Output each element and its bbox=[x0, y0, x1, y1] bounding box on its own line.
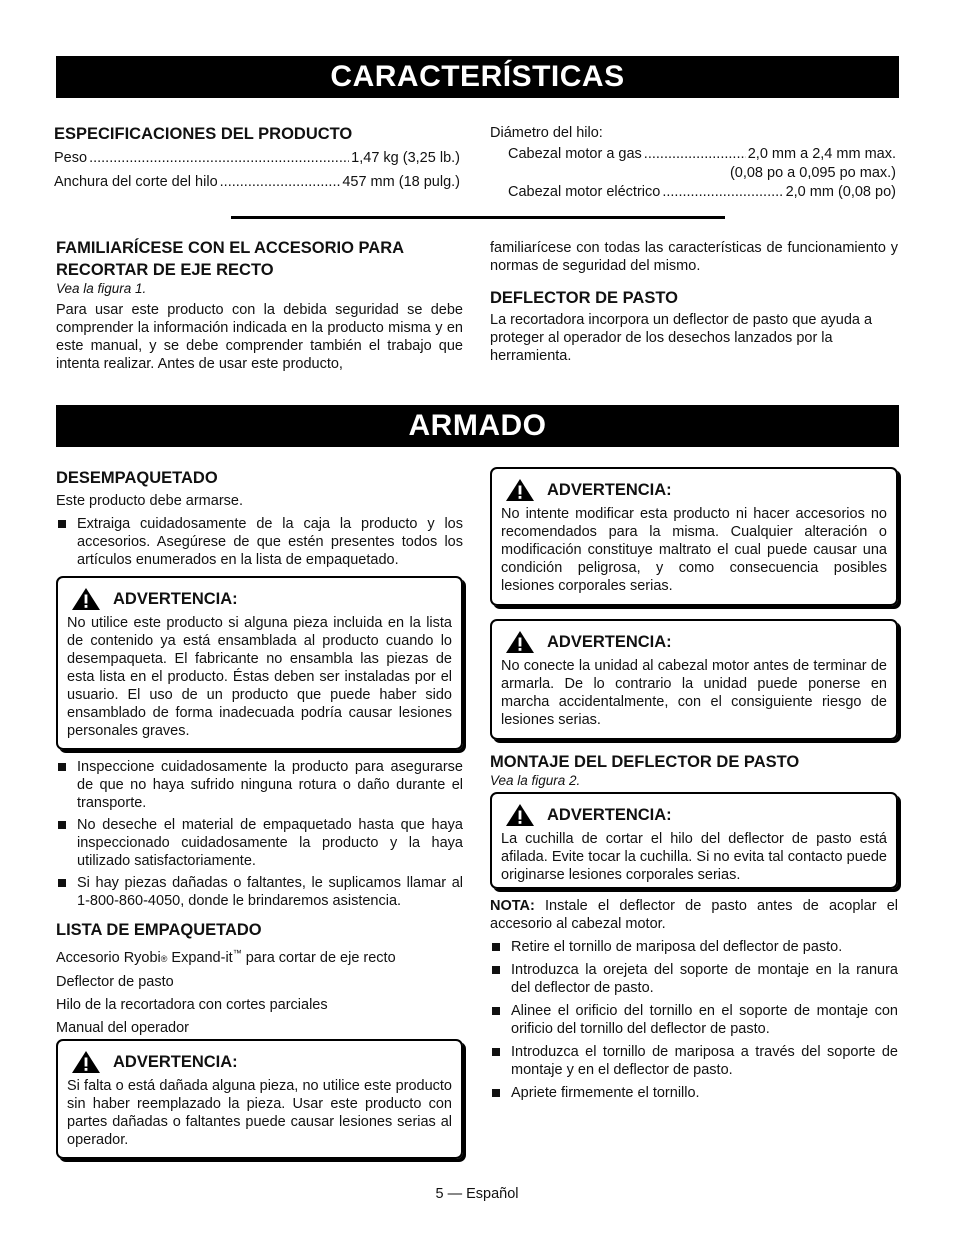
warning-title: ADVERTENCIA: bbox=[505, 478, 887, 502]
familiarize-body: Para usar este producto con la debida seguridad se debe comprender la información indicada en la producto misma y en este manual, y se debe comprender también el trabajo que intenta realizar. Antes de usar este producto, bbox=[56, 302, 463, 372]
list-item: Deflector de pasto bbox=[56, 973, 174, 990]
spec-row-gas: Cabezal motor a gas ..... 2,0 mm a 2,4 mm max. bbox=[508, 145, 896, 163]
diameter-label: Diámetro del hilo: bbox=[490, 125, 603, 141]
specs-block bbox=[54, 123, 460, 191]
familiarize-block bbox=[56, 237, 463, 373]
mounting-steps bbox=[490, 897, 898, 1102]
deflector-heading: DEFLECTOR DE PASTO bbox=[490, 289, 678, 307]
familiarize-cont-block bbox=[490, 239, 898, 365]
list-item: No deseche el material de empaquetado hasta que haya inspeccionado cuidadosamente la producto y la haya utilizado satisfactoriamente. bbox=[56, 816, 463, 870]
unpacking-block bbox=[56, 467, 463, 569]
warning-triangle-icon bbox=[505, 478, 535, 502]
line-diameter-block bbox=[490, 124, 896, 201]
list-item: Introduzca la orejeta del soporte de montaje en la ranura del deflector de pasto. bbox=[490, 961, 898, 997]
warning-triangle-icon bbox=[71, 587, 101, 611]
section-divider bbox=[231, 216, 725, 219]
packing-list-heading: LISTA DE EMPAQUETADO bbox=[56, 921, 262, 939]
warning-title: ADVERTENCIA: bbox=[71, 1050, 452, 1074]
list-item: Accesorio Ryobi® Expand-it™ para cortar de eje recto bbox=[56, 948, 396, 966]
unpacking-heading: DESEMPAQUETADO bbox=[56, 469, 218, 487]
list-item: Extraiga cuidadosamente de la caja la producto y los accesorios. Asegúrese de que estén presentes todos los artículos enumerados en la lista de empaquetado. bbox=[56, 515, 463, 569]
warning-text: La cuchilla de cortar el hilo del deflector de pasto está afilada. Evite tocar la cuchilla. Si no evita tal contacto puede originarse lesiones corporales serias. bbox=[501, 831, 887, 883]
mounting-heading: MONTAJE DEL DEFLECTOR DE PASTO bbox=[490, 753, 800, 771]
familiarize-heading: FAMILIARÍCESE CON EL ACCESORIO PARA RECORTAR DE EJE RECTO bbox=[56, 239, 404, 279]
packing-list-block bbox=[56, 919, 463, 1042]
mounting-note: NOTA: Instale el deflector de pasto antes de acoplar el accesorio al cabezal motor. bbox=[490, 898, 898, 932]
warning-title: ADVERTENCIA: bbox=[505, 803, 887, 827]
list-item: Inspeccione cuidadosamente la producto para asegurarse de que no haya sufrido ninguna rotura o daño durante el transporte. bbox=[56, 758, 463, 812]
page-footer: 5 — Español bbox=[435, 1186, 519, 1202]
unpacking-intro: Este producto debe armarse. bbox=[56, 493, 243, 509]
familiarize-figure-ref: Vea la figura 1. bbox=[56, 281, 147, 296]
caracteristicas-banner: CARACTERÍSTICAS bbox=[56, 56, 899, 98]
warning-box-3 bbox=[490, 467, 898, 606]
unpacking-bullets bbox=[56, 758, 463, 910]
warning-box-4 bbox=[490, 619, 898, 740]
spec-row-cut-width: Anchura del corte del hilo ..... 457 mm (18 pulg.) bbox=[54, 173, 460, 191]
warning-box-2 bbox=[56, 1039, 463, 1159]
warning-text: No intente modificar esta producto ni hacer accesorios no recomendados para la misma. Cualquier alteración o modificación constituye maltrato el cual puede causar una condición peligrosa, y como consecuencia posibles lesiones corporales serias. bbox=[501, 506, 887, 594]
warning-triangle-icon bbox=[505, 803, 535, 827]
deflector-body: La recortadora incorpora un deflector de pasto que ayuda a proteger al operador de los desechos lanzados por la herramienta. bbox=[490, 312, 873, 364]
list-item: Retire el tornillo de mariposa del deflector de pasto. bbox=[490, 938, 898, 956]
warning-text: No conecte la unidad al cabezal motor antes de terminar de armarla. De lo contrario la unidad puede ponerse en marcha accidentalmente, con el consiguiente riesgo de lesiones serias. bbox=[501, 658, 887, 728]
specs-heading: ESPECIFICACIONES DEL PRODUCTO bbox=[54, 125, 353, 143]
warning-title: ADVERTENCIA: bbox=[71, 587, 452, 611]
mounting-figure-ref: Vea la figura 2. bbox=[490, 773, 581, 788]
mounting-heading-block bbox=[490, 751, 898, 789]
list-item: Si hay piezas dañadas o faltantes, le suplicamos llamar al 1-800-860-4050, donde le brindaremos asistencia. bbox=[56, 874, 463, 910]
warning-text: Si falta o está dañada alguna pieza, no utilice este producto sin haber reemplazado la pieza. Usar este producto con partes dañadas o faltantes puede causar lesiones serias al operador. bbox=[67, 1078, 452, 1148]
warning-text: No utilice este producto si alguna pieza incluida en la lista de contenido ya está ensamblada al producto cuando lo desempaqueta. El fabricante no ensambla las piezas de esta lista en el producto. Éstas deben ser instaladas por el usuario. El uso de un producto que puede haber sido ensamblado de forma inadecuada podría causar lesiones personales graves. bbox=[67, 615, 452, 739]
list-item: Apriete firmemente el tornillo. bbox=[490, 1084, 898, 1102]
list-item: Hilo de la recortadora con cortes parciales bbox=[56, 996, 328, 1013]
warning-triangle-icon bbox=[505, 630, 535, 654]
list-item: Alinee el orificio del tornillo en el soporte de montaje con orificio del tornillo del deflector de pasto. bbox=[490, 1002, 898, 1038]
spec-row-weight: Peso ..... 1,47 kg (3,25 lb.) bbox=[54, 149, 460, 167]
list-item: Manual del operador bbox=[56, 1019, 190, 1036]
spec-row-electric: Cabezal motor eléctrico ..... 2,0 mm (0,08 po) bbox=[508, 183, 896, 201]
gas-value-inches: (0,08 po a 0,095 po max.) bbox=[729, 165, 896, 181]
list-item: Introduzca el tornillo de mariposa a través del soporte de montaje y en el deflector de pasto. bbox=[490, 1043, 898, 1079]
familiarize-body-cont: familiarícese con todas las características de funcionamiento y normas de seguridad del mismo. bbox=[490, 240, 898, 274]
warning-triangle-icon bbox=[71, 1050, 101, 1074]
warning-title: ADVERTENCIA: bbox=[505, 630, 887, 654]
warning-box-1 bbox=[56, 576, 463, 750]
armado-banner: ARMADO bbox=[56, 405, 899, 447]
warning-box-5 bbox=[490, 792, 898, 889]
